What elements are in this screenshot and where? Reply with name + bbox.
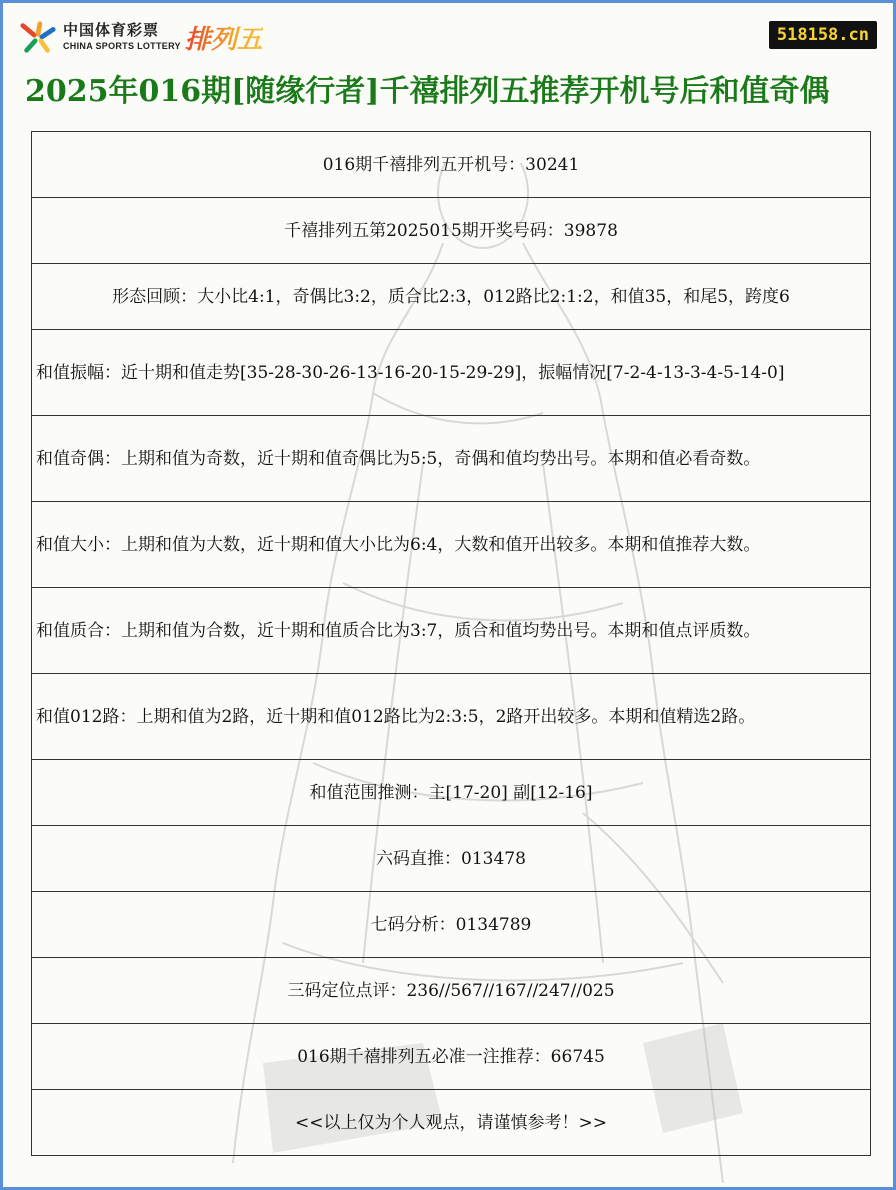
table-row — [32, 132, 871, 198]
row-open-machine: 016期千禧排列五开机号：30241 — [32, 132, 871, 198]
table-row — [32, 330, 871, 416]
row-last-draw: 千禧排列五第2025015期开奖号码：39878 — [32, 198, 871, 264]
logo-en-text: CHINA SPORTS LOTTERY — [63, 40, 181, 51]
row-sum-odd-even: 和值奇偶：上期和值为奇数，近十期和值奇偶比为5:5，奇偶和值均势出号。本期和值必看奇数。 — [32, 416, 871, 502]
table-row — [32, 892, 871, 958]
row-sum-amplitude: 和值振幅：近十期和值走势[35-28-30-26-13-16-20-15-29-29]，振幅情况[7-2-4-13-3-4-5-14-0] — [32, 330, 871, 416]
row-seven-code: 七码分析：0134789 — [32, 892, 871, 958]
table-row — [32, 1024, 871, 1090]
table-row — [32, 198, 871, 264]
row-six-code: 六码直推：013478 — [32, 826, 871, 892]
table-row — [32, 502, 871, 588]
table-row — [32, 1090, 871, 1156]
row-sum-prime-composite: 和值质合：上期和值为合数，近十期和值质合比为3:7，质合和值均势出号。本期和值点评质数。 — [32, 588, 871, 674]
table-row — [32, 674, 871, 760]
table-row — [32, 264, 871, 330]
lottery-logo — [19, 17, 263, 56]
logo-game-name: 排列五 — [185, 19, 263, 56]
recommendation-table — [31, 131, 871, 1156]
row-three-code-position: 三码定位点评：236//567//167//247//025 — [32, 958, 871, 1024]
table-row — [32, 760, 871, 826]
table-row — [32, 588, 871, 674]
table-row — [32, 958, 871, 1024]
row-form-review: 形态回顾：大小比4:1，奇偶比3:2，质合比2:3，012路比2:1:2，和值35，和尾5，跨度6 — [32, 264, 871, 330]
row-single-bet: 016期千禧排列五必准一注推荐：66745 — [32, 1024, 871, 1090]
lottery-star-icon — [19, 18, 57, 56]
header — [3, 3, 893, 59]
recommendation-table-wrap — [31, 131, 871, 1156]
row-disclaimer: <<以上仅为个人观点，请谨慎参考！>> — [32, 1090, 871, 1156]
site-badge[interactable]: 518158.cn — [769, 21, 877, 49]
row-sum-range: 和值范围推测：主[17-20] 副[12-16] — [32, 760, 871, 826]
row-sum-012-route: 和值012路：上期和值为2路，近十期和值012路比为2:3:5，2路开出较多。本期和值精选2路。 — [32, 674, 871, 760]
table-row — [32, 416, 871, 502]
row-sum-big-small: 和值大小：上期和值为大数，近十期和值大小比为6:4，大数和值开出较多。本期和值推荐大数。 — [32, 502, 871, 588]
page-title: 2025年016期[随缘行者]千禧排列五推荐开机号后和值奇偶 — [25, 74, 830, 109]
table-row — [32, 826, 871, 892]
logo-cn-text: 中国体育彩票 — [63, 20, 160, 39]
